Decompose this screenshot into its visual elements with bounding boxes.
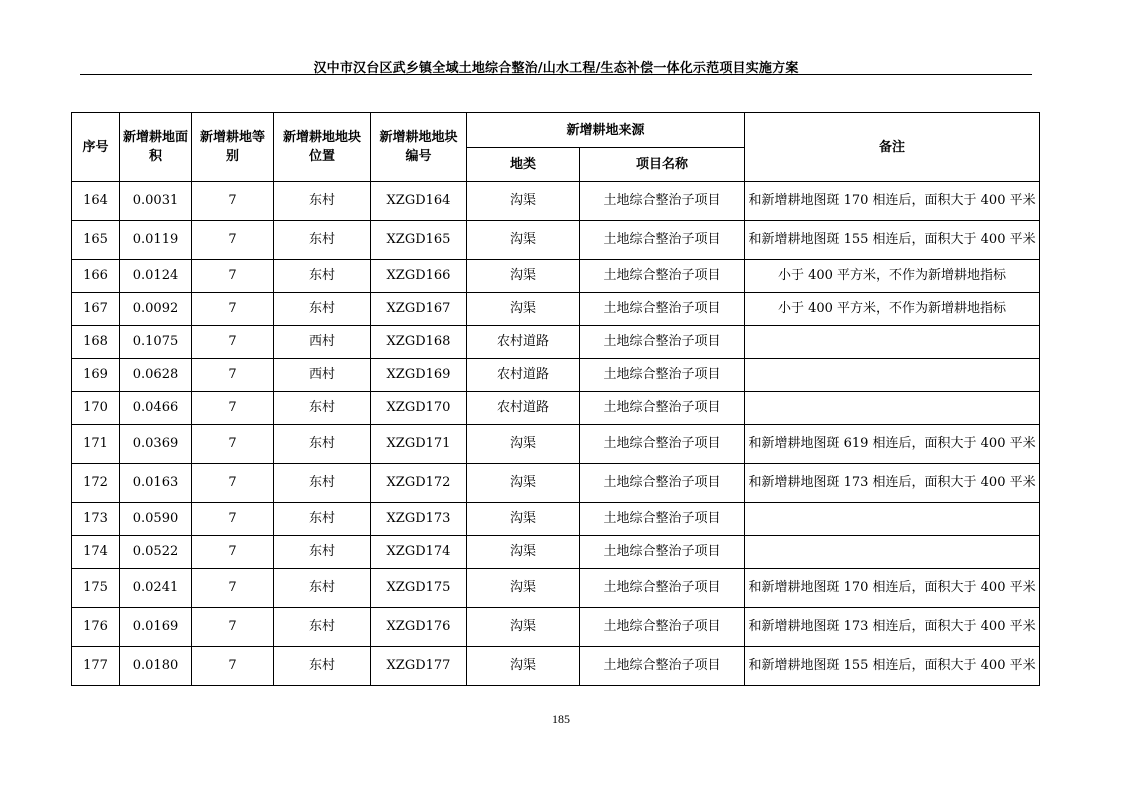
cell-area: 0.0119 (120, 221, 192, 260)
cell-grade: 7 (192, 425, 274, 464)
header-seq: 序号 (72, 113, 120, 182)
cell-remark: 小于 400 平方米，不作为新增耕地指标 (745, 293, 1040, 326)
cell-land-type: 沟渠 (467, 536, 580, 569)
cell-code: XZGD169 (371, 359, 467, 392)
cell-area: 0.0180 (120, 647, 192, 686)
cell-remark: 和新增耕地图斑 170 相连后，面积大于 400 平米 (745, 569, 1040, 608)
table-row (72, 293, 1040, 326)
cell-code: XZGD164 (371, 182, 467, 221)
cell-project-name: 土地综合整治子项目 (580, 182, 745, 221)
cell-seq: 175 (72, 569, 120, 608)
table-row (72, 647, 1040, 686)
cell-remark: 和新增耕地图斑 155 相连后，面积大于 400 平米 (745, 221, 1040, 260)
cell-land-type: 沟渠 (467, 464, 580, 503)
cell-location: 西村 (274, 359, 371, 392)
cell-code: XZGD165 (371, 221, 467, 260)
cell-area: 0.0241 (120, 569, 192, 608)
cell-land-type: 农村道路 (467, 326, 580, 359)
header-location: 新增耕地地块位置 (274, 113, 371, 182)
header-code: 新增耕地地块编号 (371, 113, 467, 182)
cell-remark (745, 536, 1040, 569)
cell-remark: 和新增耕地图斑 173 相连后，面积大于 400 平米 (745, 464, 1040, 503)
table-row (72, 569, 1040, 608)
cell-land-type: 沟渠 (467, 221, 580, 260)
table-header-row (72, 113, 1040, 148)
cell-area: 0.0031 (120, 182, 192, 221)
cell-remark (745, 392, 1040, 425)
cell-location: 东村 (274, 392, 371, 425)
cell-land-type: 沟渠 (467, 425, 580, 464)
cell-seq: 176 (72, 608, 120, 647)
cell-remark: 和新增耕地图斑 173 相连后，面积大于 400 平米 (745, 608, 1040, 647)
cell-grade: 7 (192, 392, 274, 425)
cell-code: XZGD166 (371, 260, 467, 293)
cell-grade: 7 (192, 536, 274, 569)
cell-seq: 168 (72, 326, 120, 359)
table-row (72, 503, 1040, 536)
header-area: 新增耕地面积 (120, 113, 192, 182)
table-row (72, 536, 1040, 569)
table-row (72, 260, 1040, 293)
cell-land-type: 沟渠 (467, 569, 580, 608)
cell-seq: 170 (72, 392, 120, 425)
cell-seq: 174 (72, 536, 120, 569)
cell-grade: 7 (192, 359, 274, 392)
table-row (72, 608, 1040, 647)
cell-code: XZGD175 (371, 569, 467, 608)
cell-remark (745, 326, 1040, 359)
cell-area: 0.1075 (120, 326, 192, 359)
cell-remark (745, 503, 1040, 536)
cell-grade: 7 (192, 221, 274, 260)
cell-location: 东村 (274, 503, 371, 536)
cell-land-type: 农村道路 (467, 359, 580, 392)
cell-project-name: 土地综合整治子项目 (580, 425, 745, 464)
header-remarks: 备注 (745, 113, 1040, 182)
table-row (72, 425, 1040, 464)
cell-code: XZGD172 (371, 464, 467, 503)
cell-location: 东村 (274, 293, 371, 326)
cell-area: 0.0522 (120, 536, 192, 569)
cell-land-type: 沟渠 (467, 608, 580, 647)
cell-location: 东村 (274, 647, 371, 686)
cell-project-name: 土地综合整治子项目 (580, 503, 745, 536)
cell-project-name: 土地综合整治子项目 (580, 392, 745, 425)
cell-location: 西村 (274, 326, 371, 359)
table-row (72, 221, 1040, 260)
cell-area: 0.0092 (120, 293, 192, 326)
cell-code: XZGD168 (371, 326, 467, 359)
cell-remark: 和新增耕地图斑 619 相连后，面积大于 400 平米 (745, 425, 1040, 464)
cell-land-type: 沟渠 (467, 503, 580, 536)
cell-land-type: 沟渠 (467, 260, 580, 293)
cell-code: XZGD167 (371, 293, 467, 326)
cell-project-name: 土地综合整治子项目 (580, 464, 745, 503)
cell-code: XZGD173 (371, 503, 467, 536)
cell-project-name: 土地综合整治子项目 (580, 260, 745, 293)
table-row (72, 326, 1040, 359)
cell-land-type: 农村道路 (467, 392, 580, 425)
cell-project-name: 土地综合整治子项目 (580, 647, 745, 686)
table-row (72, 464, 1040, 503)
cell-code: XZGD176 (371, 608, 467, 647)
cell-seq: 177 (72, 647, 120, 686)
cell-grade: 7 (192, 647, 274, 686)
cell-land-type: 沟渠 (467, 182, 580, 221)
cell-area: 0.0369 (120, 425, 192, 464)
cell-grade: 7 (192, 293, 274, 326)
table-row (72, 392, 1040, 425)
cell-remark: 小于 400 平方米，不作为新增耕地指标 (745, 260, 1040, 293)
cell-project-name: 土地综合整治子项目 (580, 569, 745, 608)
header-grade: 新增耕地等别 (192, 113, 274, 182)
cell-project-name: 土地综合整治子项目 (580, 293, 745, 326)
cell-code: XZGD171 (371, 425, 467, 464)
cell-seq: 171 (72, 425, 120, 464)
header-rule (80, 74, 1032, 75)
cell-grade: 7 (192, 608, 274, 647)
cell-location: 东村 (274, 221, 371, 260)
cell-code: XZGD177 (371, 647, 467, 686)
cell-seq: 164 (72, 182, 120, 221)
cell-area: 0.0169 (120, 608, 192, 647)
cell-code: XZGD174 (371, 536, 467, 569)
table-body (72, 182, 1040, 686)
cell-seq: 166 (72, 260, 120, 293)
header-project-name: 项目名称 (580, 148, 745, 182)
cell-code: XZGD170 (371, 392, 467, 425)
new-farmland-table (71, 112, 1040, 686)
cell-grade: 7 (192, 182, 274, 221)
page-number: 185 (552, 712, 570, 726)
cell-project-name: 土地综合整治子项目 (580, 608, 745, 647)
cell-land-type: 沟渠 (467, 293, 580, 326)
cell-seq: 169 (72, 359, 120, 392)
cell-area: 0.0466 (120, 392, 192, 425)
header-land-type: 地类 (467, 148, 580, 182)
cell-area: 0.0590 (120, 503, 192, 536)
header-source-group: 新增耕地来源 (467, 113, 745, 148)
document-title: 汉中市汉台区武乡镇全域土地综合整治/山水工程/生态补偿一体化示范项目实施方案 (313, 61, 799, 76)
cell-project-name: 土地综合整治子项目 (580, 536, 745, 569)
cell-grade: 7 (192, 260, 274, 293)
cell-location: 东村 (274, 569, 371, 608)
table-row (72, 359, 1040, 392)
cell-land-type: 沟渠 (467, 647, 580, 686)
cell-grade: 7 (192, 503, 274, 536)
table-row (72, 182, 1040, 221)
cell-grade: 7 (192, 326, 274, 359)
cell-project-name: 土地综合整治子项目 (580, 326, 745, 359)
cell-location: 东村 (274, 464, 371, 503)
cell-location: 东村 (274, 260, 371, 293)
cell-remark: 和新增耕地图斑 170 相连后，面积大于 400 平米 (745, 182, 1040, 221)
cell-area: 0.0124 (120, 260, 192, 293)
cell-remark: 和新增耕地图斑 155 相连后，面积大于 400 平米 (745, 647, 1040, 686)
cell-seq: 167 (72, 293, 120, 326)
cell-grade: 7 (192, 464, 274, 503)
cell-seq: 173 (72, 503, 120, 536)
cell-location: 东村 (274, 182, 371, 221)
cell-area: 0.0628 (120, 359, 192, 392)
cell-location: 东村 (274, 536, 371, 569)
cell-location: 东村 (274, 608, 371, 647)
cell-location: 东村 (274, 425, 371, 464)
cell-grade: 7 (192, 569, 274, 608)
cell-project-name: 土地综合整治子项目 (580, 359, 745, 392)
cell-project-name: 土地综合整治子项目 (580, 221, 745, 260)
cell-remark (745, 359, 1040, 392)
cell-seq: 165 (72, 221, 120, 260)
cell-seq: 172 (72, 464, 120, 503)
cell-area: 0.0163 (120, 464, 192, 503)
